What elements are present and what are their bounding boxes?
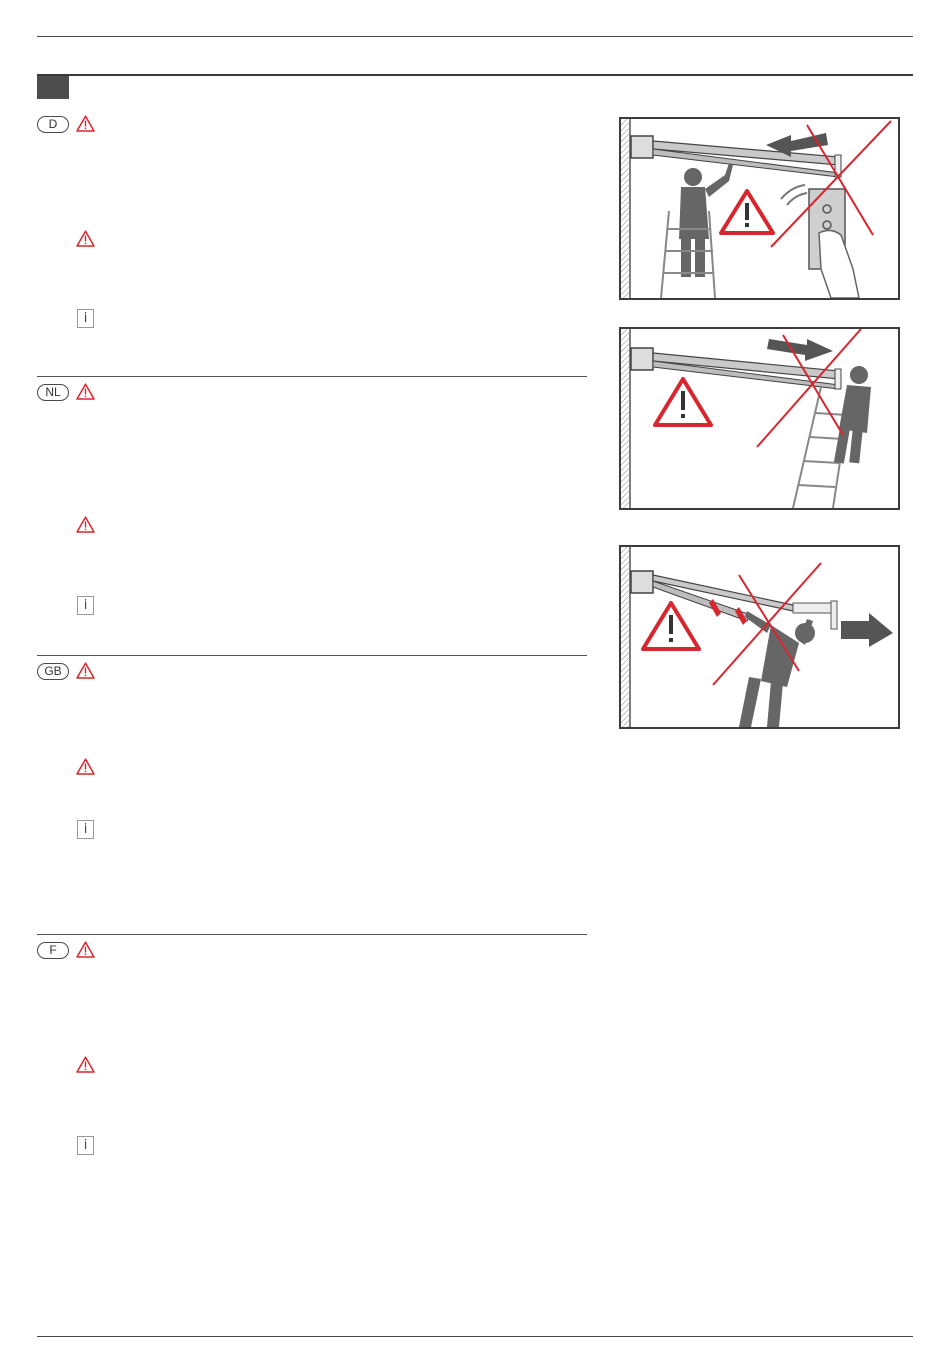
arrow-right-icon [767,339,833,361]
section-separator [37,934,587,935]
wall-hatch [621,547,629,727]
wall-hatch [621,329,629,508]
person-on-ladder [679,163,733,277]
figure-remote-operation-warning [619,117,900,300]
info-icon: i [77,1136,94,1155]
language-badge-gb: GB [37,663,69,680]
person-hanging [739,611,815,727]
motor-box [631,136,653,158]
warning-triangle-icon [76,230,95,247]
remote-control [781,185,859,298]
section-separator [37,655,587,656]
warning-triangle-icon [76,516,95,533]
warning-triangle-icon [76,1056,95,1073]
warning-triangle-icon [655,379,711,425]
language-badge-d: D [37,116,69,133]
motor-box [631,348,653,370]
warning-triangle-icon [76,758,95,775]
bottom-rule [37,1336,913,1337]
warning-triangle-icon [76,383,95,400]
warning-triangle-icon [76,941,95,958]
section-separator [37,376,587,377]
motor-box [631,571,653,593]
figure-ladder-extension-warning [619,327,900,510]
info-icon: i [77,596,94,615]
info-icon: i [77,820,94,839]
warning-triangle-icon [643,603,699,649]
warning-triangle-icon [76,662,95,679]
language-badge-nl: NL [37,384,69,401]
arrow-right-icon [841,613,893,647]
info-icon: i [77,309,94,328]
wall-hatch [621,119,629,298]
top-rule [37,36,913,37]
section-number-block [37,76,69,99]
warning-triangle-icon [76,115,95,132]
figure-hanging-on-arm-warning [619,545,900,729]
header-rule [37,74,913,76]
language-badge-f: F [37,942,69,959]
warning-triangle-icon [721,191,773,233]
